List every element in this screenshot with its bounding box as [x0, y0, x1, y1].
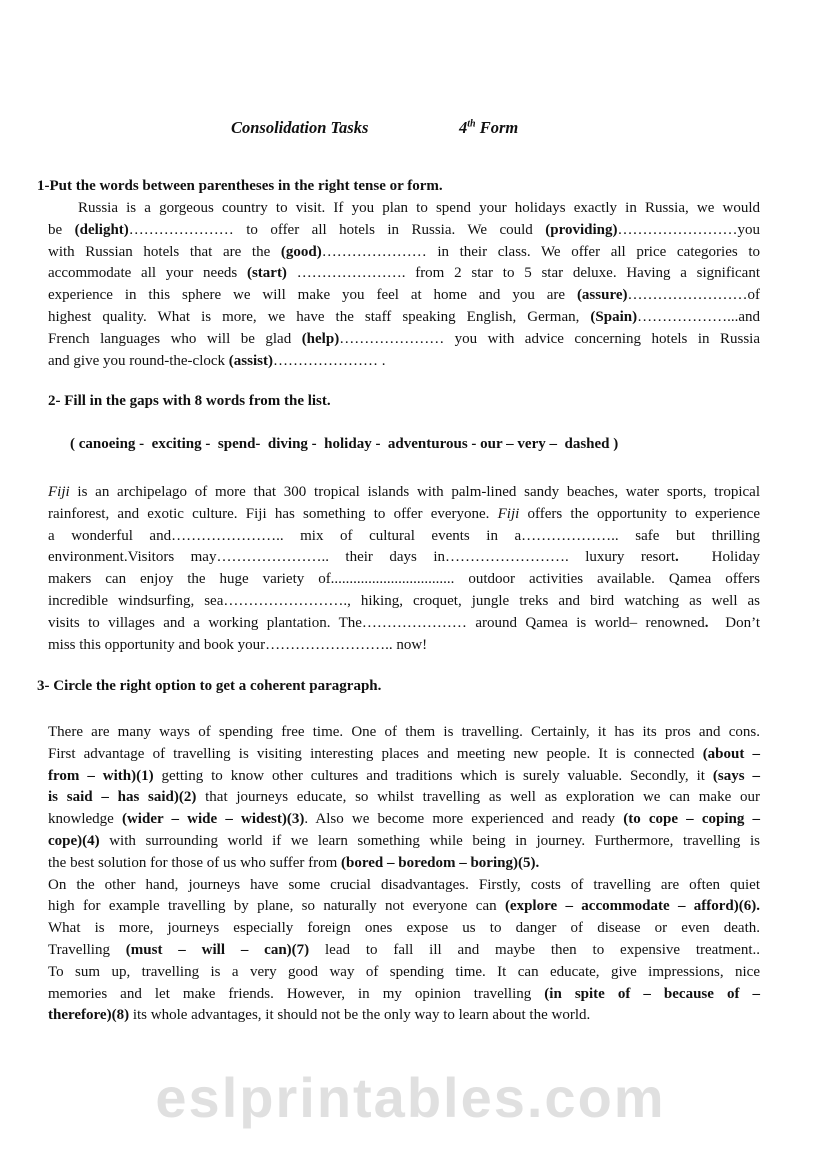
text-segment: makers can enjoy the huge variety of................................. outdoor activities available. Qamea offers	[48, 571, 760, 588]
text-segment: visits to villages and a working plantation. The………………… around Qamea is world– renowned	[48, 614, 705, 631]
bold-text: (in spite of – because of –	[544, 985, 760, 1002]
text-segment: is an archipelago of more that 300 tropical islands with palm-lined sandy beaches, water sports, tropical	[69, 484, 760, 500]
text-segment: its whole advantages, it should not be the only way to learn about the world.	[129, 1007, 591, 1024]
bold-text: (assist)	[228, 352, 273, 369]
text-segment: ……………………of	[627, 287, 760, 304]
text-segment: with surrounding world if we learn something while being in journey. Furthermore, travelling is	[99, 832, 760, 849]
text-segment: experience in this sphere we will make you feel at home and you are	[48, 287, 577, 304]
text-segment: ………………… to offer all hotels in Russia. We could	[128, 221, 546, 238]
text-line	[48, 787, 760, 809]
text-segment: memories and let make friends. However, in my opinion travelling	[48, 985, 545, 1002]
text-segment: be	[48, 221, 75, 238]
text-segment: Russia is a gorgeous country to visit. If you plan to spend your holidays exactly in Russia, we would	[78, 200, 760, 216]
text-segment: ………………… in their class. We offer all price categories to	[321, 243, 760, 260]
bold-text: (bored – boredom – boring)(5).	[341, 854, 540, 871]
bold-text: (explore – accommodate – afford)(6).	[504, 898, 761, 915]
text-segment: Don’t	[708, 614, 760, 631]
text-line	[48, 875, 760, 897]
section1-text	[48, 198, 760, 372]
bold-text: .	[704, 614, 709, 631]
bold-text: .	[675, 549, 679, 566]
bold-text: from – with)(1)	[48, 767, 154, 784]
text-segment: …………………. from 2 star to 5 star deluxe. Having a significant	[286, 265, 760, 282]
text-segment: and give you round-the-clock	[48, 352, 229, 369]
bold-text: (to cope – coping –	[623, 811, 760, 828]
text-segment: miss this opportunity and book your…………………….. now!	[48, 636, 428, 653]
text-line	[48, 962, 760, 984]
text-line	[48, 482, 760, 504]
text-segment: ………………… you with advice concerning hotels in Russia	[339, 330, 761, 347]
text-segment: Holiday	[678, 549, 761, 566]
text-line	[48, 504, 760, 526]
text-line	[48, 940, 760, 962]
italic-text: Fiji	[48, 484, 70, 500]
text-segment: ………………...and	[637, 308, 760, 325]
text-line	[48, 809, 760, 831]
text-line	[48, 744, 760, 766]
text-segment: ………………… .	[272, 352, 386, 369]
bold-text: (start)	[246, 265, 287, 282]
word-list: ( canoeing - exciting - spend- diving - holiday - adventurous - our – very – dashed )	[70, 436, 619, 452]
text-line	[48, 263, 760, 285]
section2-heading: 2- Fill in the gaps with 8 words from the list.	[48, 393, 331, 409]
text-segment: To sum up, travelling is a very good way of spending time. It can educate, give impressions, nice	[48, 963, 760, 980]
section1-heading: 1-Put the words between parentheses in the right tense or form.	[37, 178, 443, 194]
text-segment: lead to fall ill and maybe then to expensive treatment..	[309, 941, 760, 958]
text-segment: What is more, journeys especially foreign ones expose us to danger of disease or even death.	[48, 920, 760, 937]
text-segment: getting to know other cultures and traditions which is surely valuable. Secondly, it	[153, 767, 713, 784]
watermark: eslprintables.com	[155, 1066, 666, 1129]
text-line	[48, 613, 760, 635]
bold-text: (help)	[301, 330, 340, 347]
text-line	[48, 547, 760, 569]
form-word: Form	[475, 118, 519, 137]
text-segment: environment.Visitors may………………….. their days in……………………. luxury resort	[48, 549, 675, 566]
text-segment: Travelling	[48, 941, 126, 958]
text-segment: that journeys educate, so whilst travelling as well as exploration we can make our	[196, 789, 760, 806]
text-line	[48, 896, 760, 918]
bold-text: (good)	[280, 243, 322, 260]
bold-text: therefore)(8)	[48, 1007, 130, 1024]
bold-text: (Spain)	[590, 308, 638, 325]
bold-text: (must – will – can)(7)	[125, 941, 310, 958]
title-main: Consolidation Tasks	[231, 118, 369, 137]
form-suffix: th	[467, 118, 476, 130]
text-line	[48, 591, 760, 613]
text-segment: highest quality. What is more, we have the staff speaking English, German,	[48, 308, 591, 325]
text-line	[48, 766, 760, 788]
bold-text: (providing)	[545, 221, 618, 238]
section3-heading: 3- Circle the right option to get a coherent paragraph.	[37, 678, 382, 694]
text-line	[48, 307, 760, 329]
bold-text: (wider – wide – widest)(3)	[121, 811, 305, 828]
text-line	[48, 285, 760, 307]
text-line	[48, 351, 760, 373]
bold-text: (delight)	[74, 221, 129, 238]
title-form	[459, 118, 518, 138]
text-segment: rainforest, and exotic culture. Fiji has something to offer everyone.	[48, 505, 498, 522]
text-segment: the best solution for those of us who suffer from	[48, 854, 342, 871]
bold-text: (about –	[702, 745, 760, 762]
text-segment: . Also we become more experienced and ready	[304, 811, 624, 828]
bold-text: is said – has said)(2)	[48, 789, 197, 806]
text-line	[48, 635, 760, 657]
form-number: 4	[459, 118, 468, 137]
section3-text	[48, 722, 760, 1027]
text-line	[48, 220, 760, 242]
text-segment: French languages who will be glad	[48, 330, 302, 347]
text-segment: a wonderful and………………….. mix of cultural events in a……………….. safe but thrilling	[48, 527, 760, 544]
text-segment: There are many ways of spending free time. One of them is travelling. Certainly, it has its pros and cons.	[48, 724, 760, 740]
text-line	[48, 831, 760, 853]
text-segment: incredible windsurfing, sea……………………., hiking, croquet, jungle treks and bird watching as well as	[48, 592, 760, 609]
text-segment: knowledge	[48, 811, 122, 828]
text-line	[48, 722, 760, 744]
text-line	[48, 853, 760, 875]
text-line	[48, 1005, 760, 1027]
text-line	[48, 984, 760, 1006]
text-segment: On the other hand, journeys have some crucial disadvantages. Firstly, costs of travelling are often quiet	[48, 876, 760, 893]
text-segment: with Russian hotels that are the	[48, 243, 281, 260]
text-line	[48, 329, 760, 351]
bold-text: (says –	[712, 767, 761, 784]
section2-text	[48, 482, 760, 656]
text-line	[48, 569, 760, 591]
text-segment: accommodate all your needs	[48, 265, 247, 282]
bold-text: (assure)	[576, 287, 628, 304]
text-segment: ……………………you	[617, 221, 760, 238]
text-line	[48, 918, 760, 940]
text-line	[48, 242, 760, 264]
text-line	[48, 526, 760, 548]
page-title	[0, 118, 821, 140]
text-segment: offers the opportunity to experience	[519, 505, 760, 522]
italic-text: Fiji	[497, 505, 520, 522]
text-line	[48, 198, 760, 220]
text-segment: high for example travelling by plane, so naturally not everyone can	[48, 898, 505, 915]
text-segment: First advantage of travelling is visiting interesting places and meeting new people. It is connected	[48, 745, 703, 762]
bold-text: cope)(4)	[48, 832, 100, 849]
